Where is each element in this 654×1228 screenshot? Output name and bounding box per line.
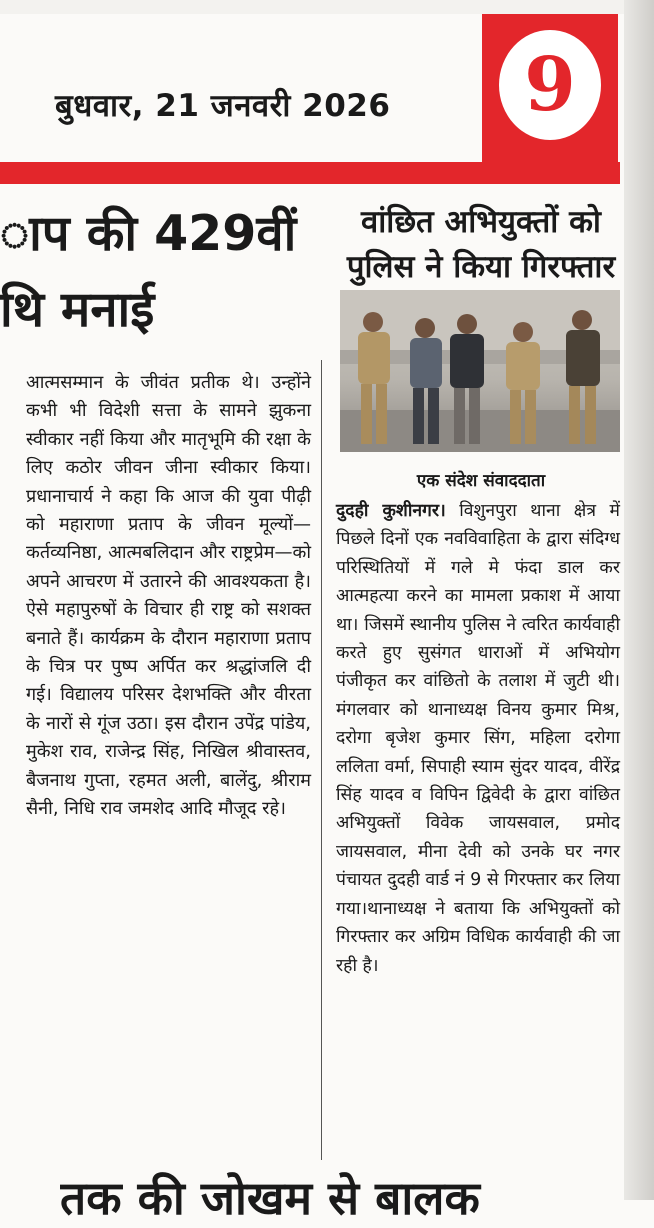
page-number-box <box>482 14 618 162</box>
left-headline-line1: ाप की 429वीं <box>0 205 297 262</box>
right-story-paragraph <box>336 497 620 980</box>
column-divider <box>321 360 322 1160</box>
right-story-dateline: दुदही कुशीनगर। <box>336 501 446 521</box>
left-story-text: आत्मसम्मान के जीवंत प्रतीक थे। उन्होंने कभी भी विदेशी सत्ता के सामने झुकना स्वीकार नहीं किया और मातृभूमि की रक्षा के लिए कठोर जीवन जीना स्वीकार किया। प्रधानाचार्य ने कहा कि आज की युवा पीढ़ी को महाराणा प्रताप के जीवन मूल्यों—कर्तव्यनिष्ठा, आत्मबलिदान और राष्ट्रप्रेम—को अपने आचरण में उतारने की आवश्यकता है। ऐसे महापुरुषों के विचार ही राष्ट्र को सशक्त बनाते हैं। कार्यक्रम के दौरान महाराणा प्रताप के चित्र पर पुष्प अर्पित कर श्रद्धांजलि दी गई। विद्यालय परिसर देशभक्ति और वीरता के नारों से गूंज उठा। इस दौरान उपेंद्र पांडेय, मुकेश राव, राजेन्द्र सिंह, निखिल श्रीवास्तव, बैजनाथ गुप्ता, रहमत अली, बालेंदु, श्रीराम सैनी, निधि राव जमशेद आदि मौजूद रहे। <box>26 372 311 820</box>
news-photo-illustration <box>340 290 620 452</box>
page-fold-edge <box>624 0 654 1200</box>
left-story-body <box>26 369 311 824</box>
right-story-headline <box>336 200 626 290</box>
left-headline-line2: थि मनाई <box>0 281 155 338</box>
page-top-edge <box>0 0 640 14</box>
left-story-headline <box>0 196 330 348</box>
news-photo <box>340 290 620 452</box>
right-headline-line2: पुलिस ने किया गिरफ्तार <box>346 249 616 285</box>
page-number-circle <box>499 30 601 140</box>
right-headline-line1: वांछित अभियुक्तों को <box>361 204 601 240</box>
right-story-byline: एक संदेश संवाददाता <box>416 471 546 491</box>
masthead-red-band <box>0 162 620 184</box>
right-story-text: विशुनपुरा थाना क्षेत्र में पिछले दिनों एक नवविवाहिता के द्वारा संदिग्ध परिस्थितियों में गले मे फंदा डाल कर आत्महत्या करने का मामला प्रकाश में आया था। जिसमें स्थानीय पुलिस ने त्वरित कार्यवाही करते हुए सुसंगत धाराओं में अभियोग पंजीकृत कर वांछितो के तलाश में जुटी थी।मंगलवार को थानाध्यक्ष विनय कुमार मिश्र, दरोगा बृजेश कुमार सिंग, महिला दरोगा ललिता वर्मा, सिपाही स्याम सुंदर यादव, वीरेंद्र सिंह यादव व विपिन द्विवेदी के द्वारा वांछित अभियुक्तों विवेक जायसवाल, प्रमोद जायसवाल, मीना देवी को उनके घर नगर पंचायत दुदही वार्ड नं 9 से गिरफ्तार कर लिया गया।थानाध्यक्ष ने बताया कि अभियुक्तों को गिरफ्तार कर अग्रिम विधिक कार्यवाही की जा रही है। <box>336 501 621 976</box>
masthead-date: बुधवार, 21 जनवरी 2026 <box>55 88 391 124</box>
bottom-story-headline: तक की जोखम से बालक <box>60 1171 480 1225</box>
right-story-body <box>336 497 620 980</box>
page-number: 9 <box>524 42 576 128</box>
